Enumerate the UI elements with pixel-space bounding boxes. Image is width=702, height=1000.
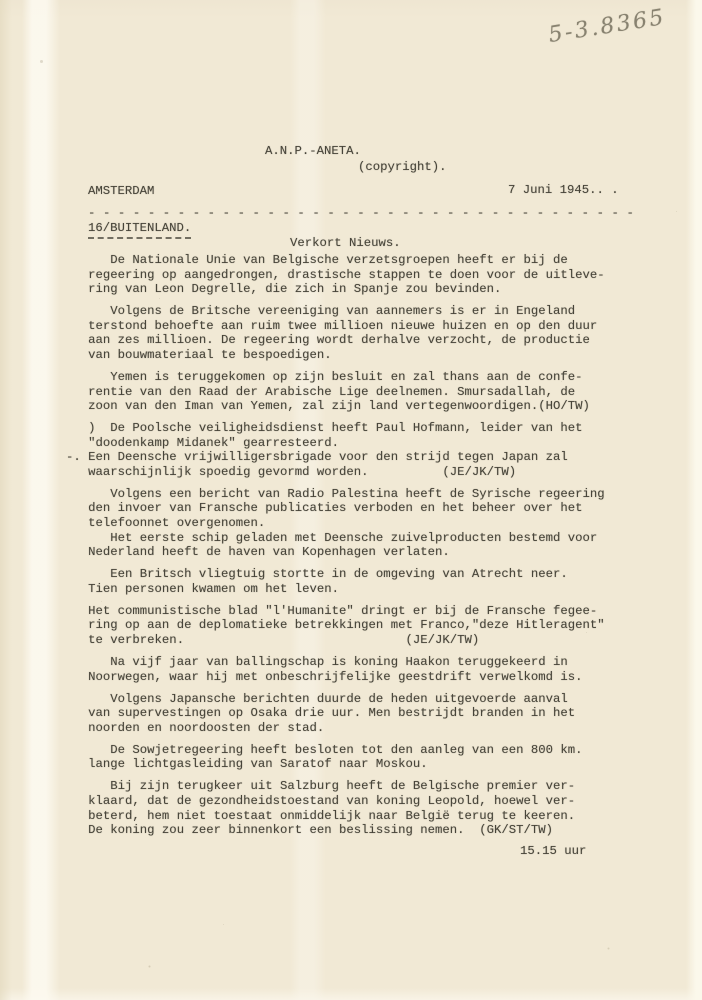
text-line: Volgens de Britsche vereeniging van aannemers is er in Engeland <box>66 304 576 319</box>
text-line: -. Een Deensche vrijwilligersbrigade voor den strijd tegen Japan zal <box>66 450 568 465</box>
text-line: rentie van den Raad der Arabische Lige deelnemen. Smursadallah, de <box>66 384 576 399</box>
date-label: 7 Juni 1945.. . <box>508 183 619 197</box>
text-line: Het communistische blad "l'Humanite" dringt er bij de Fransche fegee- <box>66 603 598 618</box>
paragraph <box>66 421 666 450</box>
text-line: ring van Leon Degrelle, die zich in Spanje zou bevinden. <box>66 282 502 297</box>
agency-title: A.N.P.-ANETA. <box>265 144 361 158</box>
text-line: noorden en noordoosten der stad. <box>66 720 325 735</box>
text-line: van supervestingen op Osaka drie uur. Men bestrijdt branden in het <box>66 706 576 721</box>
paragraph <box>66 743 666 772</box>
city-label: AMSTERDAM <box>88 184 155 198</box>
paper-specks <box>40 60 43 63</box>
time-stamp: 15.15 uur <box>520 844 587 858</box>
dashed-divider: - - - - - - - - - - - - - - - - - - - - - - - - - - - - - - - - - - - - - <box>88 206 634 220</box>
text-line: Een Britsch vliegtuig stortte in de omgeving van Atrecht neer. <box>66 567 568 582</box>
text-line: Noorwegen, waar hij met onbeschrijfelijke geestdrift verwelkomd is. <box>66 669 583 684</box>
text-line: zoon van den Iman van Yemen, zal zijn land vertegenwoordigen.(HO/TW) <box>66 399 590 414</box>
text-line: Tien personen kwamen om het leven. <box>66 581 340 596</box>
text-line: te verbreken. (JE/JK/TW) <box>66 633 480 647</box>
paragraph <box>66 370 666 414</box>
paragraph <box>66 779 666 837</box>
text-line: Na vijf jaar van ballingschap is koning Haakon teruggekeerd in <box>66 654 568 669</box>
section-name: BUITENLAND. <box>110 221 192 235</box>
text-line: De Nationale Unie van Belgische verzetsgroepen heeft er bij de <box>66 253 568 267</box>
text-line: Yemen is teruggekomen op zijn besluit en zal thans aan de confe- <box>66 369 583 384</box>
paragraph <box>66 253 666 297</box>
paragraph <box>66 567 666 596</box>
paragraph <box>66 604 666 648</box>
paragraph <box>66 531 666 560</box>
text-line: den invoer van Fransche publicaties verboden en het beheer over het <box>66 501 583 516</box>
copyright-line: (copyright). <box>358 160 447 174</box>
text-line: aan zes millioen. De regeering wordt derhalve verzocht, de productie <box>66 333 590 348</box>
text-line: Nederland heeft de haven van Kopenhagen verlaten. <box>66 545 450 560</box>
paragraph <box>66 304 666 362</box>
text-line: van bouwmateriaal te bespoedigen. <box>66 347 332 362</box>
text-line: De Sowjetregeering heeft besloten tot den aanleg van een 800 km. <box>66 742 583 757</box>
text-line: terstond behoefte aan ruim twee millioen nieuwe huizen en op den duur <box>66 318 598 333</box>
text-line: lange lichtgasleiding van Saratof naar Moskou. <box>66 757 428 772</box>
paragraph <box>66 692 666 736</box>
text-line: beterd, hem niet toestaat onmiddelijk naar België terug te keeren. <box>66 808 576 823</box>
text-line: ring op aan de deplomatieke betrekkingen met Franco,"deze Hitleragent" <box>66 618 605 633</box>
text-line: Het eerste schip geladen met Deensche zuivelproducten bestemd voor <box>66 530 598 545</box>
body-text <box>66 253 666 838</box>
text-line: Bij zijn terugkeer uit Salzburg heeft de Belgische premier ver- <box>66 779 576 794</box>
paragraph <box>66 487 666 531</box>
text-line: Volgens een bericht van Radio Palestina heeft de Syrische regeering <box>66 486 605 501</box>
text-line: klaard, dat de gezondheidstoestand van koning Leopold, hoewel ver- <box>66 793 576 808</box>
text-line: Volgens Japansche berichten duurde de heden uitgevoerde aanval <box>66 691 568 706</box>
text-line: "doodenkamp Midanek" gearresteerd. <box>66 435 340 450</box>
bulletin-subtitle: Verkort Nieuws. <box>290 236 401 250</box>
paragraph <box>66 655 666 684</box>
text-line: waarschijnlijk spoedig gevormd worden. (JE/JK/TW) <box>66 464 517 479</box>
text-line: De koning zou zeer binnenkort een beslissing nemen. (GK/ST/TW) <box>66 823 554 838</box>
text-line: ) De Poolsche veiligheidsdienst heeft Paul Hofmann, leider van het <box>66 421 583 436</box>
handwritten-archive-number: 5-3.8365 <box>546 4 668 49</box>
text-line: regeering op aangedrongen, drastische stappen te doen voor de uitleve- <box>66 267 605 282</box>
section-number: 16/ <box>88 221 111 235</box>
paragraph <box>66 450 666 479</box>
text-line: telefoonnet overgenomen. <box>66 516 266 531</box>
section-heading <box>88 221 191 239</box>
